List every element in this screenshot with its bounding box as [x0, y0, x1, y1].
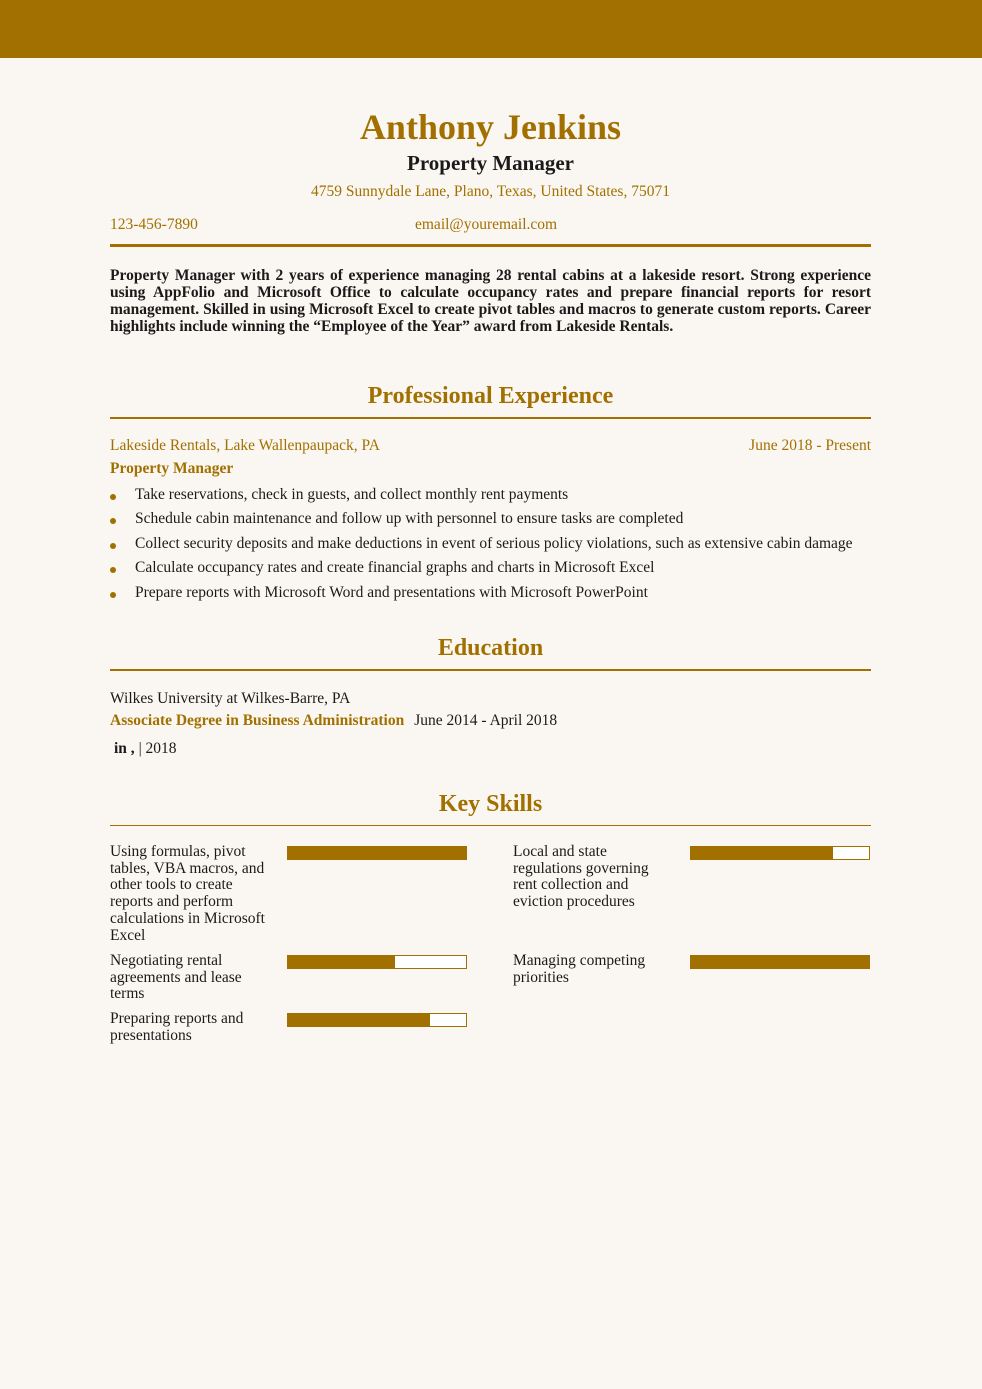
bullet-text: Prepare reports with Microsoft Word and presentations with Microsoft PowerPoint — [135, 583, 648, 601]
resume-page — [110, 58, 871, 1064]
experience-divider — [110, 417, 871, 419]
skill-label: Managing competing priorities — [513, 952, 646, 986]
education-extra-rest: | 2018 — [134, 739, 177, 757]
header-divider — [110, 244, 871, 247]
skill-label: Preparing reports and presentations — [110, 1010, 244, 1044]
experience-bullets — [110, 483, 871, 606]
list-item — [110, 483, 871, 508]
skill-level-bar — [690, 955, 870, 969]
candidate-name: Anthony Jenkins — [359, 107, 622, 147]
bullet-text: Take reservations, check in guests, and collect monthly rent payments — [135, 485, 569, 503]
skill-level-bar — [287, 1013, 467, 1027]
company-location: Lakeside Rentals, Lake Wallenpaupack, PA — [110, 436, 380, 454]
school-name: Wilkes University at Wilkes-Barre, PA — [110, 689, 351, 707]
skills-grid — [110, 844, 871, 1064]
skill-level-fill — [691, 956, 869, 968]
email-address: email@youremail.com — [415, 216, 558, 233]
candidate-title: Property Manager — [407, 151, 574, 175]
employment-dates: June 2018 - Present — [749, 436, 871, 454]
skill-level-fill — [288, 1014, 430, 1026]
bullet-dot-icon — [110, 518, 116, 524]
list-item — [110, 532, 871, 557]
bullet-dot-icon — [110, 592, 116, 598]
list-item — [110, 581, 871, 606]
contact-row — [110, 216, 871, 238]
skill-level-fill — [691, 847, 833, 859]
education-dates: June 2014 - April 2018 — [414, 711, 558, 729]
skill-level-fill — [288, 956, 395, 968]
skill-level-bar — [287, 846, 467, 860]
bullet-text: Collect security deposits and make deductions in event of serious policy violations, such as extensive cabin damage — [135, 534, 853, 552]
list-item — [110, 556, 871, 581]
bullet-dot-icon — [110, 494, 116, 500]
education-divider — [110, 669, 871, 671]
education-extra-bold: in , — [114, 739, 135, 757]
skill-label: Using formulas, pivot tables, VBA macros, and other tools to create reports and perform calculations in Microsoft Excel — [110, 843, 265, 944]
skills-divider — [110, 825, 871, 827]
summary-paragraph: Property Manager with 2 years of experience managing 28 rental cabins at a lakeside resort. Strong experience using AppFolio and Microsoft Office to calculate occupancy rates and prepare financial reports for resort management. Skilled in using Microsoft Excel to create pivot tables and macros to generate custom reports. Career highlights include winning the “Employee of the Year” award from Lakeside Rentals. — [110, 267, 871, 335]
candidate-address: 4759 Sunnydale Lane, Plano, Texas, United States, 75071 — [311, 183, 670, 200]
skill-level-fill — [288, 847, 466, 859]
experience-header — [110, 437, 871, 457]
bullet-text: Schedule cabin maintenance and follow up with personnel to ensure tasks are completed — [135, 510, 684, 527]
skill-label: Local and state regulations governing rent collection and eviction procedures — [513, 843, 649, 911]
job-role: Property Manager — [110, 459, 234, 477]
skill-level-bar — [287, 955, 467, 969]
education-extra — [114, 739, 871, 759]
experience-heading: Professional Experience — [367, 383, 614, 409]
degree-row — [110, 711, 871, 731]
skill-label: Negotiating rental agreements and lease terms — [110, 952, 242, 1003]
degree-name: Associate Degree in Business Administration — [110, 711, 405, 729]
bullet-text: Calculate occupancy rates and create financial graphs and charts in Microsoft Excel — [135, 559, 655, 576]
phone-number: 123-456-7890 — [110, 216, 198, 233]
education-heading: Education — [437, 635, 544, 661]
list-item — [110, 507, 871, 532]
top-accent-bar — [0, 0, 982, 58]
skill-level-bar — [690, 846, 870, 860]
bullet-dot-icon — [110, 567, 116, 573]
bullet-dot-icon — [110, 543, 116, 549]
skills-heading: Key Skills — [438, 790, 543, 817]
